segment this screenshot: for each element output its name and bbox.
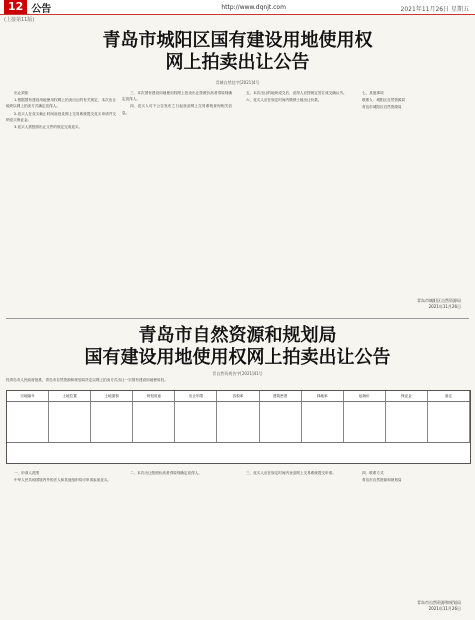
table-header-cell: 规划用途 bbox=[133, 391, 175, 401]
issue-date: 2021年11月26日 星期五 bbox=[400, 6, 469, 13]
notice1-col2 bbox=[122, 90, 232, 320]
edition-note: (上接第11版) bbox=[4, 17, 35, 23]
table-cell bbox=[49, 402, 91, 442]
paragraph: 七、其他事项 bbox=[362, 91, 384, 95]
notice1-col3 bbox=[238, 90, 348, 320]
paragraph: 3.竞买人需按照出让文件的规定完成竞买。 bbox=[14, 125, 83, 130]
paragraph: 六、竞买人应在规定时间内缴纳土地出让价款。 bbox=[246, 98, 322, 103]
notice2-signature: 青岛市自然资源和规划局 2021年11月26日 bbox=[417, 600, 461, 611]
table-header-cell: 保证金 bbox=[386, 391, 428, 401]
table-header-row bbox=[7, 391, 470, 402]
paragraph: 2.竞买人在竞买截止时间前登录网上交易系统提交竞买申请并交纳竞买保证金。 bbox=[6, 111, 116, 122]
paragraph: 青岛市城阳区自然资源局 bbox=[362, 105, 402, 110]
notice2-col4 bbox=[354, 470, 469, 610]
table-header-cell: 建筑密度 bbox=[260, 391, 302, 401]
table-header-cell: 容积率 bbox=[217, 391, 259, 401]
paragraph: 五、本次出让的地块成交后，竞得人应按规定签订成交确认书。 bbox=[246, 91, 347, 95]
notice1-title-line2: 网上拍卖出让公告 bbox=[165, 52, 310, 73]
notice1-ref: 青城自然挂字[2021]4号 bbox=[215, 80, 260, 85]
table-cell bbox=[7, 402, 49, 442]
notice2-col2 bbox=[122, 470, 232, 610]
table-cell bbox=[91, 402, 133, 442]
table-header-cell: 起始价 bbox=[344, 391, 386, 401]
table-header-cell: 土地位置 bbox=[49, 391, 91, 401]
notice2-title bbox=[0, 325, 475, 369]
section-divider bbox=[6, 318, 469, 319]
paragraph: 三、竞买人应在规定时间内登录网上交易系统提交申请。 bbox=[246, 471, 336, 475]
notice2-title-line2: 国有建设用地使用权网上拍卖出让公告 bbox=[84, 347, 391, 368]
table-cell bbox=[302, 402, 344, 442]
section-name: 公告 bbox=[31, 3, 52, 15]
notice1-signature: 青岛市城阳区自然资源局 2021年11月26日 bbox=[417, 298, 461, 309]
land-parcel-table bbox=[6, 390, 471, 464]
notice1-col4 bbox=[354, 90, 469, 320]
table-row bbox=[7, 402, 470, 443]
paragraph: 三、本次国有建设用地使用权网上拍卖出让按照价高者得原则确定竞得人。 bbox=[122, 91, 232, 102]
table-header-cell: 宗地编号 bbox=[7, 391, 49, 401]
notice2-intro: 经青岛市人民政府批准，青岛市自然资源和规划局决定以网上拍卖方式出让一宗国有建设用地使用权。 bbox=[6, 378, 168, 382]
paragraph: 青岛市自然资源和规划局 bbox=[362, 478, 402, 483]
paragraph: 1.根据国有建设用地使用权网上拍卖出让的有关规定，本次出让地块以网上拍卖方式确定竞得人。 bbox=[6, 98, 116, 109]
paragraph: 四、联系方式 bbox=[362, 471, 384, 475]
paragraph: 一、申请人范围 bbox=[14, 471, 40, 475]
notice2-col3 bbox=[238, 470, 348, 610]
notice1-title-line1: 青岛市城阳区国有建设用地使用权 bbox=[102, 30, 373, 51]
notice2-col1 bbox=[6, 470, 116, 610]
page-header bbox=[0, 0, 475, 15]
site-url[interactable]: http://www.dqnjt.com bbox=[221, 3, 286, 11]
table-cell bbox=[133, 402, 175, 442]
paragraph: 中华人民共和国境内外的法人和其他组织均可申请参加竞买。 bbox=[14, 478, 112, 483]
page-number: 12 bbox=[4, 0, 27, 14]
notice2-body bbox=[6, 470, 469, 610]
paragraph: 四、竞买人可于公告发布之日起登录网上交易系统查询相关信息。 bbox=[122, 104, 232, 115]
notice1-title bbox=[0, 30, 475, 74]
paragraph: 出让须知 bbox=[14, 91, 29, 95]
notice1-col1 bbox=[6, 90, 116, 320]
notice2-title-line1: 青岛市自然资源和规划局 bbox=[138, 325, 337, 346]
paragraph: 二、本次出让按照价高者得原则确定竞得人。 bbox=[130, 471, 202, 475]
table-cell bbox=[344, 402, 386, 442]
table-header-cell: 出让年限 bbox=[175, 391, 217, 401]
table-header-cell: 绿地率 bbox=[302, 391, 344, 401]
paragraph: 联系人：城阳区自然资源局 bbox=[362, 98, 406, 103]
notice1-body bbox=[6, 90, 469, 320]
table-cell bbox=[386, 402, 428, 442]
table-header-cell: 备注 bbox=[428, 391, 470, 401]
table-cell bbox=[428, 402, 470, 442]
table-cell bbox=[260, 402, 302, 442]
table-cell bbox=[217, 402, 259, 442]
table-cell bbox=[175, 402, 217, 442]
notice2-ref: 青自然资规告字[2021]41号 bbox=[212, 371, 263, 376]
table-header-cell: 土地面积 bbox=[91, 391, 133, 401]
